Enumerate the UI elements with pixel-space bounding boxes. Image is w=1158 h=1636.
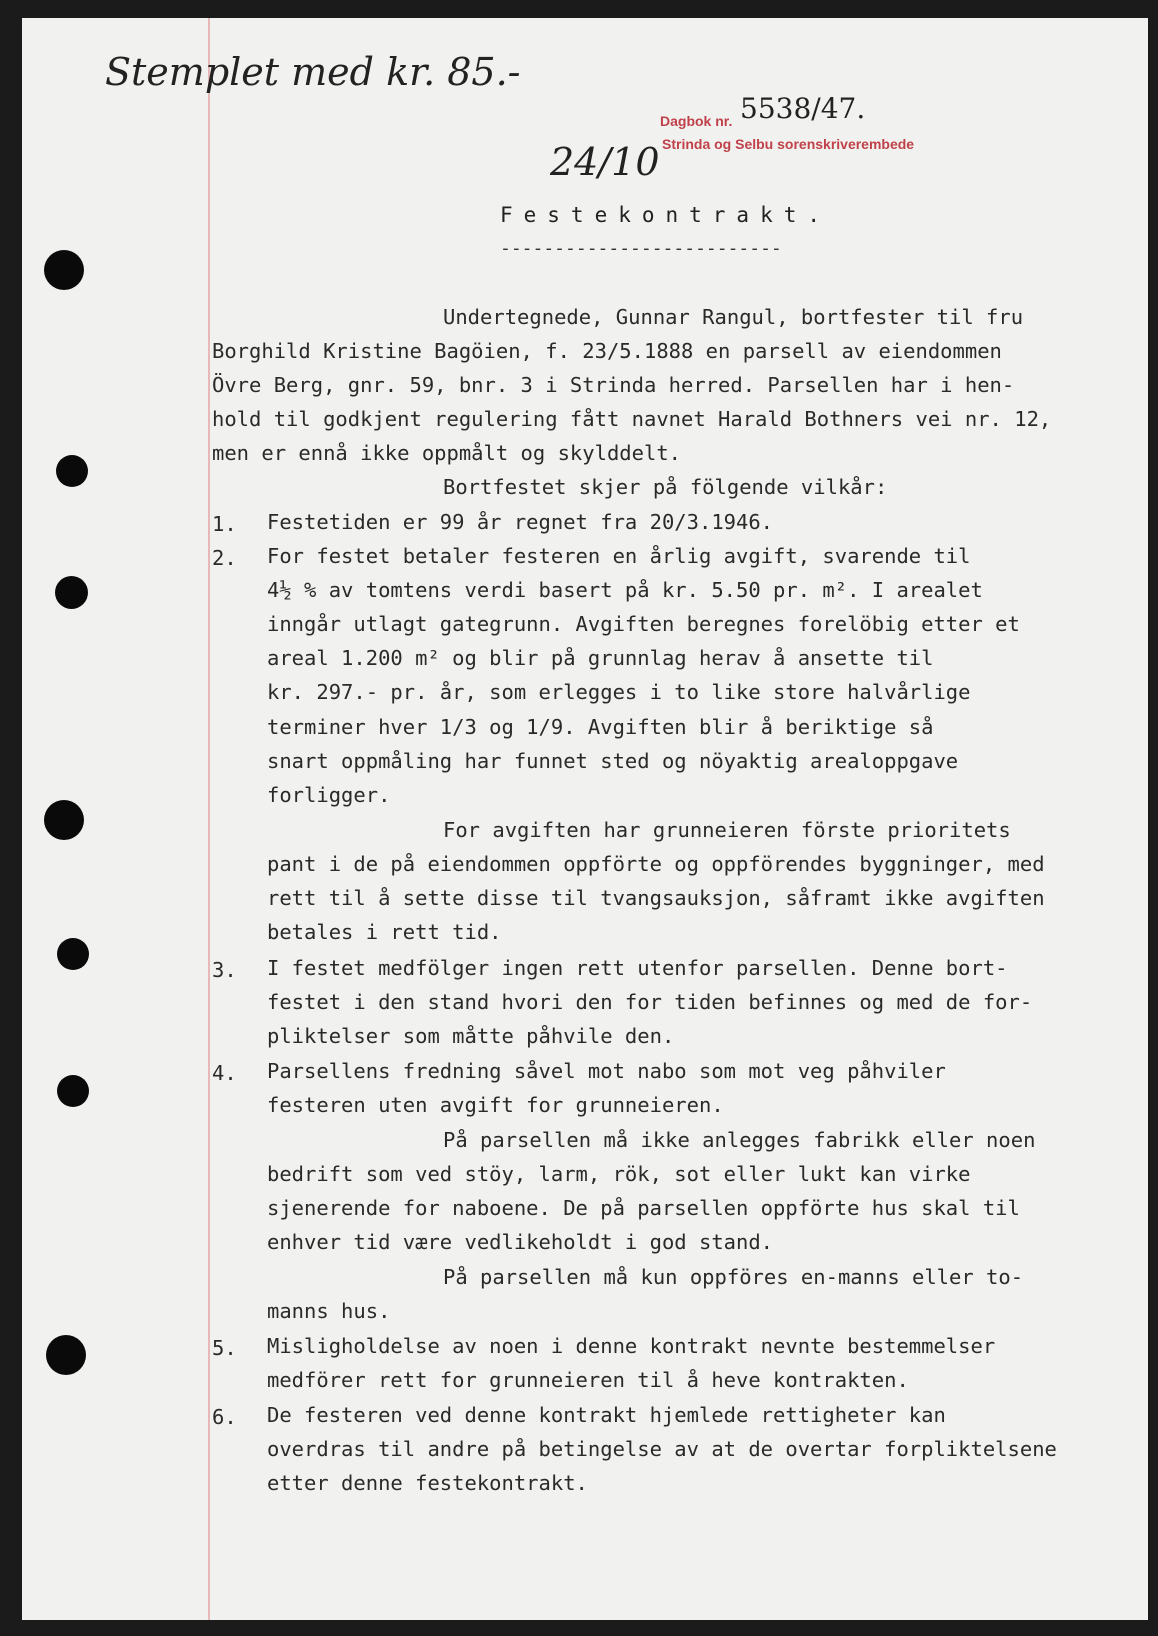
stamp-label: Dagbok nr. — [660, 113, 733, 129]
punch-hole — [46, 1335, 86, 1375]
text-line: medförer rett for grunneieren til å heve kontrakten. — [267, 1368, 909, 1392]
title-underline: -------------------------- — [500, 238, 782, 259]
text-line: terminer hver 1/3 og 1/9. Avgiften blir å beriktige så — [267, 715, 934, 739]
text-line: De festeren ved denne kontrakt hjemlede rettigheter kan — [267, 1403, 946, 1427]
text-line: festet i den stand hvori den for tiden befinnes og med de for- — [267, 990, 1033, 1014]
text-line: hold til godkjent regulering fått navnet Harald Bothners vei nr. 12, — [212, 407, 1052, 431]
punch-hole — [55, 576, 88, 609]
text-line: Bortfestet skjer på fölgende vilkår: — [443, 475, 888, 499]
document-title: Festekontrakt. — [500, 203, 832, 227]
text-line: Undertegnede, Gunnar Rangul, bortfester til fru — [443, 305, 1024, 329]
item-number: 5. — [212, 1336, 237, 1360]
item-number: 3. — [212, 958, 237, 982]
text-line: festeren uten avgift for grunneieren. — [267, 1093, 724, 1117]
text-line: 4½ % av tomtens verdi basert på kr. 5.50 pr. m². I arealet — [267, 578, 983, 602]
text-line: etter denne festekontrakt. — [267, 1471, 588, 1495]
punch-hole — [57, 938, 89, 970]
text-line: overdras til andre på betingelse av at de overtar forpliktelsene — [267, 1437, 1057, 1461]
punch-hole — [44, 800, 84, 840]
text-line: bedrift som ved stöy, larm, rök, sot eller lukt kan virke — [267, 1162, 971, 1186]
text-line: forligger. — [267, 783, 391, 807]
text-line: Övre Berg, gnr. 59, bnr. 3 i Strinda herred. Parsellen har i hen- — [212, 373, 1015, 397]
handwritten-date: 24/10 — [550, 140, 660, 184]
text-line: Parsellens fredning såvel mot nabo som mot veg påhviler — [267, 1059, 946, 1083]
stamp-number: 5538/47. — [740, 92, 866, 125]
text-line: rett til å sette disse til tvangsauksjon, såframt ikke avgiften — [267, 886, 1045, 910]
text-line: I festet medfölger ingen rett utenfor parsellen. Denne bort- — [267, 956, 1008, 980]
text-line: enhver tid være vedlikeholdt i god stand. — [267, 1230, 774, 1254]
item-number: 4. — [212, 1061, 237, 1085]
text-line: snart oppmåling har funnet sted og nöyaktig arealoppgave — [267, 749, 959, 773]
text-line: Festetiden er 99 år regnet fra 20/3.1946. — [267, 510, 774, 534]
text-line: På parsellen må ikke anlegges fabrikk eller noen — [443, 1128, 1036, 1152]
text-line: inngår utlagt gategrunn. Avgiften beregnes forelöbig etter et — [267, 612, 1020, 636]
item-number: 2. — [212, 546, 237, 570]
punch-hole — [57, 1075, 89, 1107]
text-line: Borghild Kristine Bagöien, f. 23/5.1888 en parsell av eiendommen — [212, 339, 1002, 363]
text-line: Misligholdelse av noen i denne kontrakt nevnte bestemmelser — [267, 1334, 996, 1358]
text-line: men er ennå ikke oppmålt og skylddelt. — [212, 441, 681, 465]
text-line: kr. 297.- pr. år, som erlegges i to like store halvårlige — [267, 680, 971, 704]
text-line: pant i de på eiendommen oppförte og oppförendes byggninger, med — [267, 852, 1045, 876]
text-line: betales i rett tid. — [267, 920, 502, 944]
item-number: 6. — [212, 1405, 237, 1429]
margin-line — [208, 18, 210, 1620]
text-line: For avgiften har grunneieren förste prioritets — [443, 818, 1011, 842]
handwritten-note: Stemplet med kr. 85.- — [105, 50, 521, 94]
text-line: areal 1.200 m² og blir på grunnlag herav å ansette til — [267, 646, 934, 670]
text-line: For festet betaler festeren en årlig avgift, svarende til — [267, 544, 971, 568]
text-line: sjenerende for naboene. De på parsellen oppförte hus skal til — [267, 1196, 1020, 1220]
stamp-office: Strinda og Selbu sorenskriverembede — [662, 136, 915, 152]
text-line: pliktelser som måtte påhvile den. — [267, 1024, 675, 1048]
text-line: manns hus. — [267, 1299, 391, 1323]
text-line: På parsellen må kun oppföres en-manns eller to- — [443, 1265, 1024, 1289]
punch-hole — [56, 455, 88, 487]
punch-hole — [44, 250, 84, 290]
item-number: 1. — [212, 512, 237, 536]
